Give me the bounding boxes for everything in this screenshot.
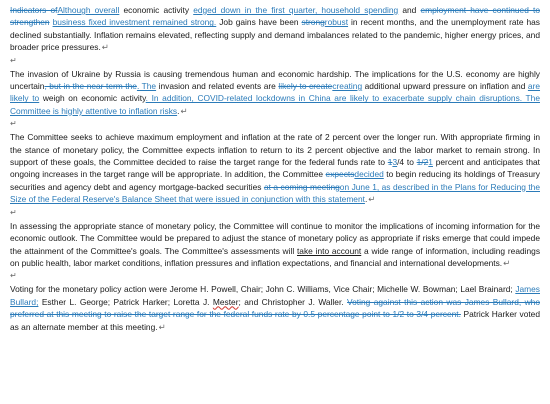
paragraph-5[interactable] [10,283,540,333]
text-run: . [364,194,368,205]
inserted-text: Although overall [57,5,120,15]
paragraph-mark: ↵ [101,42,109,53]
text-run: Voting for the monetary policy action were Jerome H. Powell, Chair; John C. Williams, Vice Chair; Michelle W. Bowman; Lael Brainard; [10,284,516,295]
paragraph-mark: ↵ [158,321,166,332]
paragraph-mark: ↵ [503,257,511,268]
text-run: and [398,5,421,15]
empty-paragraph [10,117,540,131]
text-run: in recent months, and the unemployment rate has declined substantially. Inflation remains elevated, reflecting supply and demand imbalances related to the pandemic, higher energy prices, and broader price pressures. [10,17,540,53]
empty-paragraph [10,206,540,220]
paragraph-mark: ↵ [10,55,17,65]
inserted-text: on June 1, as described in the Plans for Reducing the Size of the Federal Reserve's Balance Sheet that were issued in conjunction with this statement [10,181,540,205]
spellcheck-text: Mester [212,296,239,307]
inserted-text: . In addition, COVID-related lockdowns in China are likely to exacerbate supply chain disruptions. The Committee is highly attentive to inflation risks [10,93,540,116]
inserted-text: are likely to [10,81,541,104]
deleted-text: 1/2 [416,157,429,168]
text-run: In assessing the appropriate stance of monetary policy, the Committee will continue to monitor the implications of incoming information for the economic outlook. The Committee would be prepared to adjust the stance of monetary policy as appropriate if risks emerge that could impede the attainment of the Committee's goals. The Committee's assessments will [10,220,540,256]
deleted-text: 1 [387,157,393,168]
text-run: percent and anticipates that ongoing increases in the target range will be appropriate. In addition, the Committee [10,157,540,180]
text-run: weigh on economic activity [39,93,146,104]
empty-paragraph [10,269,540,283]
inserted-text: decided [354,169,384,180]
paragraph-3[interactable] [10,131,540,205]
paragraph-mark: ↵ [180,105,188,116]
text-run: Patrick Harker voted as an alternate member at this meeting. [10,309,540,332]
text-run: a wide range of information, including readings on public health, labor market conditions, inflation pressures and inflation expectations, and financial and international developments. [10,245,541,268]
paragraph-2[interactable] [10,68,540,118]
inserted-text: business fixed investment remained strong. [52,17,217,28]
empty-paragraph [10,54,540,68]
deleted-text: expects [325,169,355,180]
deleted-text: employment have continued to strengthen [10,5,540,28]
inserted-text: robust [324,17,349,28]
paragraph-1[interactable] [10,4,540,54]
paragraph-mark: ↵ [10,207,17,217]
text-run: additional upward pressure on inflation and [362,81,528,92]
text-run: . [177,105,180,116]
deleted-text: likely to create [278,81,333,92]
text-run: The Committee seeks to achieve maximum employment and inflation at the rate of 2 percent over the longer run. With appropriate firming in the stance of monetary policy, the Committee expects inflation to return to its 2 percent objective and the labor market to remain strong. In support of these goals, the Committee decided to raise the target range for the federal funds rate to [10,132,540,168]
deleted-text: Voting against this action was James Bullard, who preferred at this meeting to raise the target range for the federal funds rate by 0.5 percentage point to 1/2 to 3/4 percent. [10,296,540,320]
underlined-text: take into account [296,245,362,256]
inserted-text: edged down in the first quarter, household spending [193,5,399,15]
deleted-text: , but in the near term the [44,81,137,92]
text-run: ; and Christopher J. Waller. [238,296,348,307]
paragraph-4[interactable] [10,220,540,270]
text-run: The invasion of Ukraine by Russia is causing tremendous human and economic hardship. The implications for the U.S. economy are highly uncertain [10,68,540,92]
inserted-text: James Bullard; [10,284,540,307]
inserted-text: 3 [392,157,398,168]
text-run: to begin reducing its holdings of Treasury securities and agency debt and agency mortgage-backed securities [10,169,540,192]
paragraph-mark: ↵ [10,119,17,129]
inserted-text: . The [136,81,157,92]
text-run: Esther L. George; Patrick Harker; Loretta J. [38,296,213,307]
deleted-text: Indicators of [10,5,58,15]
text-run: /4 to [397,157,417,168]
deleted-text: at a coming meeting [263,181,340,192]
deleted-text: strong [301,17,325,28]
inserted-text: 1 [428,157,433,168]
paragraph-mark: ↵ [368,194,376,205]
inserted-text: creating [332,81,363,92]
paragraph-mark: ↵ [10,271,17,281]
text-run: economic activity [119,5,194,15]
text-run: Job gains have been [216,17,302,28]
text-run: invasion and related events are [156,81,279,92]
